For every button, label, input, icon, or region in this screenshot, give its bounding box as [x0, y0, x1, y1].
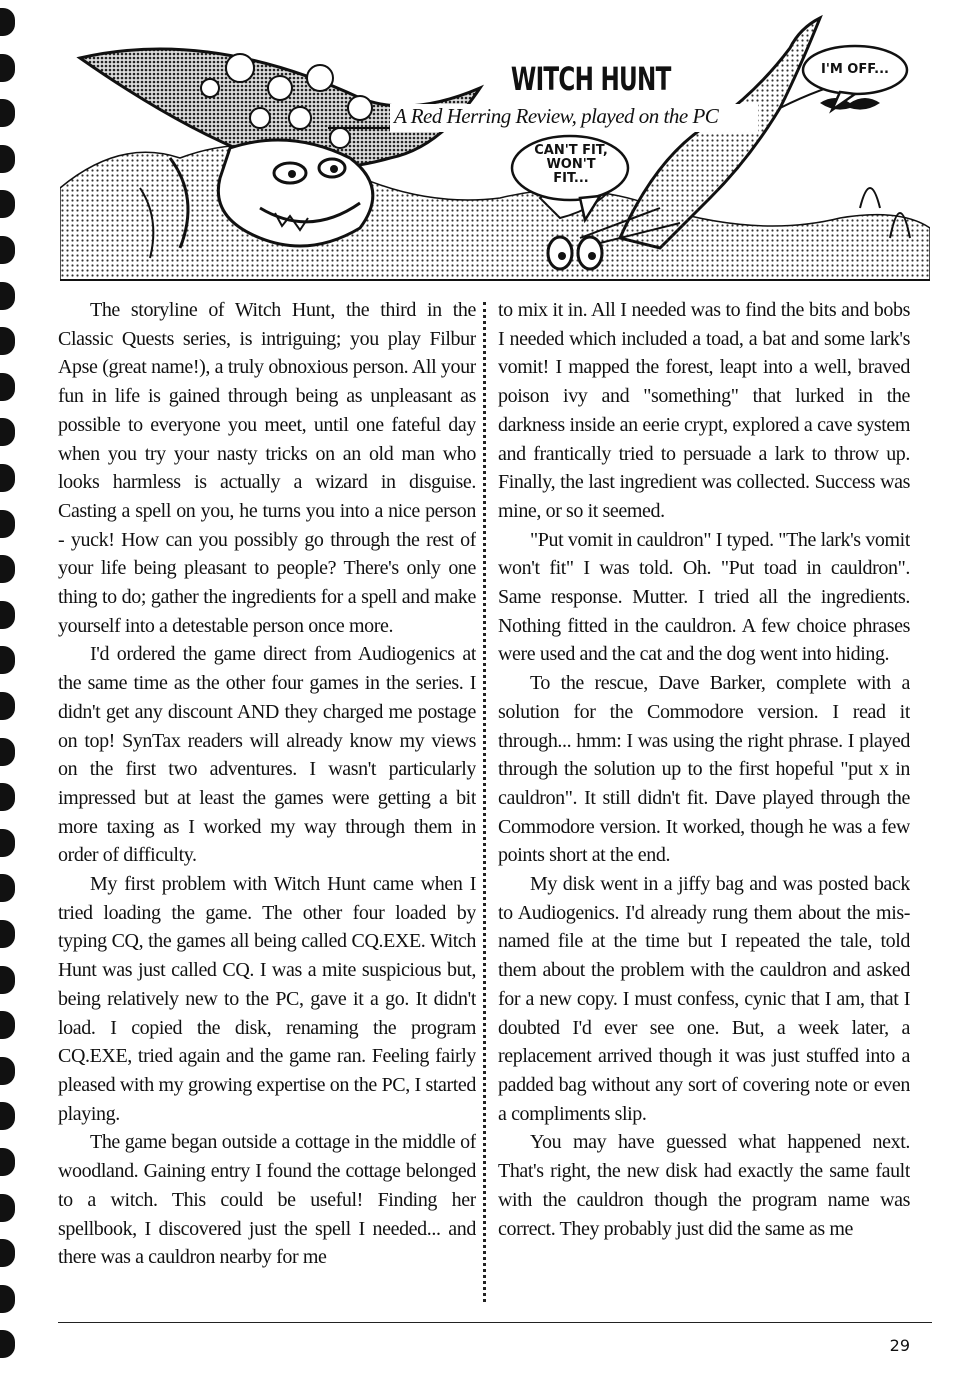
speech-bubble-right: I'M OFF... — [821, 62, 889, 77]
bubble-left-line: WON'T — [546, 157, 596, 172]
article-subtitle: A Red Herring Review, played on the PC — [390, 104, 758, 132]
paragraph: to mix it in. All I needed was to find the bits and bobs I needed which included a toad, a bat and some lark's vomit! I mapped the forest, leapt into a well, braved poison ivy and "something" that lurked in the darkness inside an eerie crypt, explored a cave system and frantically tried to persuade a lark to throw up. Finally, the last ingredient was collected. Success was mine, or so it seemed. — [498, 299, 910, 522]
binding-hole — [0, 99, 15, 127]
binding-hole — [0, 1239, 15, 1267]
article-body — [58, 296, 910, 1306]
paragraph: I'd ordered the game direct from Audiogenics at the same time as the other four games in the series. I didn't get any discount AND they charged me postage on top! SynTax readers will already know my views on the first two adventures. I wasn't particularly impressed but at least the games were getting a bit more taxing as I worked my way through them in order of difficulty. — [58, 643, 476, 867]
page-number: 29 — [889, 1336, 910, 1355]
binding-hole — [0, 692, 15, 720]
spiral-binding — [0, 0, 22, 1375]
binding-hole — [0, 829, 15, 857]
binding-hole — [0, 783, 15, 811]
binding-hole — [0, 920, 15, 948]
article-title: WITCH HUNT — [508, 60, 607, 104]
binding-hole — [0, 282, 15, 310]
left-column — [58, 296, 476, 1306]
binding-hole — [0, 373, 15, 401]
paragraph: To the rescue, Dave Barker, complete with a solution for the Commodore version. I read it through... hmm: I was using the right phrase. I played through the solution up to the first hopeful "put x in cauldron". It still didn't fit. Dave played through the Commodore version. It worked, though he was a few points short at the end. — [498, 672, 910, 867]
binding-hole — [0, 601, 15, 629]
binding-hole — [0, 8, 15, 36]
binding-hole — [0, 555, 15, 583]
binding-hole — [0, 966, 15, 994]
binding-hole — [0, 874, 15, 902]
paragraph: "Put vomit in cauldron" I typed. "The lark's vomit won't fit" I was told. Oh. "Put toad in cauldron". Same response. Mutter. I tried all the ingredients. Nothing fitted in the cauldron. A few choice phrases were used and the cat and the dog went into hiding. — [498, 528, 910, 666]
binding-hole — [0, 54, 15, 82]
binding-hole — [0, 1148, 15, 1176]
header-illustration — [60, 8, 930, 286]
binding-hole — [0, 1057, 15, 1085]
binding-hole — [0, 738, 15, 766]
binding-hole — [0, 1011, 15, 1039]
witch-cartoon-illustration — [60, 8, 930, 286]
paragraph: The game began outside a cottage in the middle of woodland. Gaining entry I found the cottage belonged to a witch. This could be useful! Finding her spellbook, I discovered just the spell I needed... and there was a cauldron nearby for me — [58, 1131, 476, 1269]
binding-hole — [0, 145, 15, 173]
binding-hole — [0, 236, 15, 264]
binding-hole — [0, 1194, 15, 1222]
binding-hole — [0, 190, 15, 218]
paragraph: The storyline of Witch Hunt, the third in the Classic Quests series, is intriguing; you play Filbur Apse (great name!), a truly obnoxious person. All your fun in life is gained through being as unpleasant as possible to everyone you meet, until one fateful day when you try your nasty tricks on an old man who looks harmless is actually a wizard in disguise. Casting a spell on you, he turns you into a nice person - yuck! How can you possibly go through the rest of your life being pleasant to people? There's only one thing to do; gather the ingredients for a spell and make yourself into a detestable person once more. — [58, 299, 476, 637]
binding-hole — [0, 510, 15, 538]
paragraph: You may have guessed what happened next. That's right, the new disk had exactly the same fault with the cauldron though the program name was correct. They probably just did the same as me — [498, 1131, 910, 1240]
speech-bubble-left — [526, 144, 616, 186]
bubble-left-line: FIT... — [553, 171, 589, 186]
column-divider — [483, 302, 486, 1302]
binding-hole — [0, 1330, 15, 1358]
paragraph: My disk went in a jiffy bag and was posted back to Audiogenics. I'd already rung them about the mis-named file at the time but I repeated the tale, told them about the problem with the cauldron and asked for a new copy. I must confess, cynic that I am, that I doubted I'd ever see one. But, a week later, a replacement arrived though it was just stuffed into a padded bag without any sort of covering note or even a compliments slip. — [498, 873, 910, 1125]
binding-hole — [0, 464, 15, 492]
paragraph: My first problem with Witch Hunt came when I tried loading the game. The other four loaded by typing CQ, the games all being called CQ.EXE. Witch Hunt was just called CQ. I was a mite suspicious but, being relatively new to the PC, gave it a go. It didn't load. I copied the disk, renaming the program CQ.EXE, tried again and the game ran. Feeling fairly pleased with my growing expertise on the PC, I started playing. — [58, 873, 476, 1125]
binding-hole — [0, 418, 15, 446]
binding-hole — [0, 1102, 15, 1130]
right-column — [498, 296, 910, 1306]
binding-hole — [0, 1285, 15, 1313]
footer-rule — [58, 1322, 932, 1323]
binding-hole — [0, 646, 15, 674]
bubble-left-line: CAN'T FIT, — [534, 143, 608, 158]
binding-hole — [0, 327, 15, 355]
